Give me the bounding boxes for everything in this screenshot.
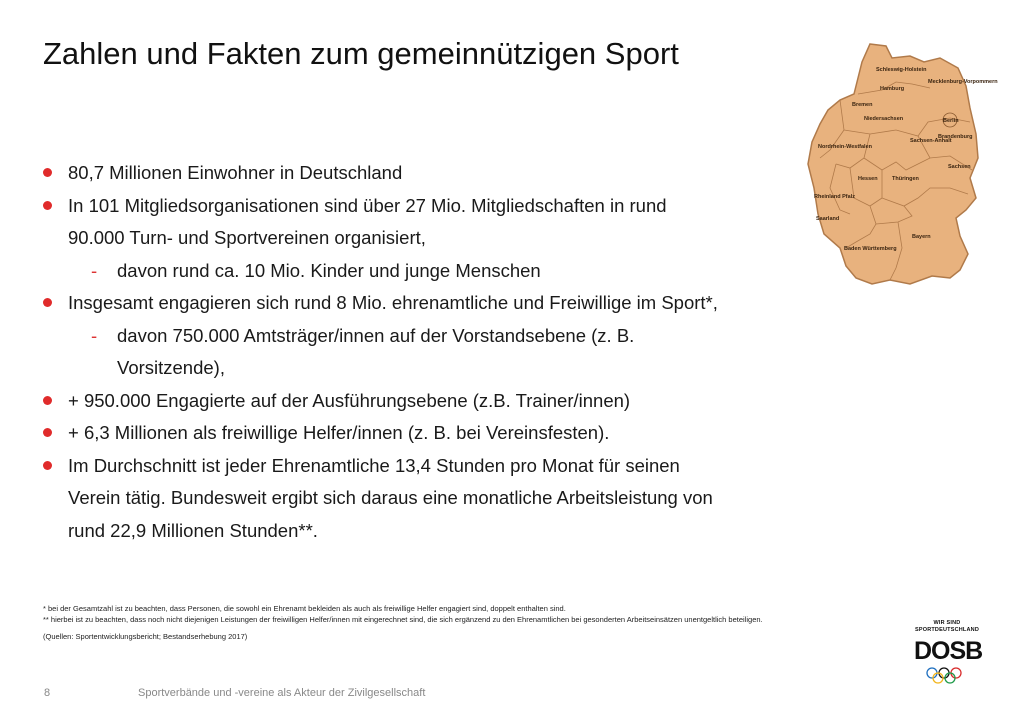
- logo-tagline-1: WIR SIND: [933, 620, 961, 626]
- bullet-dot-icon: [43, 461, 52, 470]
- label-hessen: Hessen: [858, 176, 878, 182]
- sub-bullet-item: [40, 255, 860, 288]
- label-sachsen: Sachsen: [948, 164, 971, 170]
- bullet-text-line: 80,7 Millionen Einwohner in Deutschland: [68, 162, 403, 183]
- label-schleswig-holstein: Schleswig-Holstein: [876, 67, 927, 73]
- logo-tagline-2: SPORTDEUTSCHLAND: [914, 626, 979, 633]
- sub-bullet-item: [40, 320, 860, 385]
- label-niedersachsen: Niedersachsen: [864, 116, 904, 122]
- footer-text: Sportverbände und -vereine als Akteur der Zivilgesellschaft: [138, 687, 426, 699]
- bullet-text-line: davon rund ca. 10 Mio. Kinder und junge Menschen: [117, 259, 541, 281]
- label-rheinland-pfalz: Rheinland Pfalz: [814, 194, 855, 200]
- bullet-text-line: Verein tätig. Bundesweit ergibt sich daraus eine monatliche Arbeitsleistung von: [68, 487, 713, 508]
- slide-title: Zahlen und Fakten zum gemeinnützigen Sport: [43, 36, 679, 71]
- bullet-dot-icon: [43, 201, 52, 210]
- bullet-dot-icon: [43, 396, 52, 405]
- logo-wordmark: DOSB: [914, 637, 983, 665]
- bullet-item: [40, 190, 860, 255]
- footnotes: [43, 604, 843, 643]
- bullet-text-line: Insgesamt engagieren sich rund 8 Mio. ehrenamtliche und Freiwillige im Sport*,: [68, 292, 718, 313]
- label-nordrhein-westfalen: Nordrhein-Westfalen: [818, 144, 872, 150]
- bullet-item: [40, 287, 860, 320]
- bullet-list: [40, 157, 860, 547]
- bullet-dot-icon: [43, 168, 52, 177]
- label-baden-wuerttemberg: Baden Württemberg: [844, 246, 897, 252]
- label-berlin: Berlin: [943, 118, 959, 124]
- label-bayern: Bayern: [912, 234, 931, 240]
- bullet-text-line: + 950.000 Engagierte auf der Ausführungsebene (z.B. Trainer/innen): [68, 389, 631, 411]
- dash-marker: -: [91, 324, 98, 346]
- bullet-text-line: Im Durchschnitt ist jeder Ehrenamtliche 13,4 Stunden pro Monat für seinen: [68, 454, 680, 476]
- bullet-item: [40, 450, 860, 548]
- label-saarland: Saarland: [816, 216, 840, 222]
- label-sachsen-anhalt: Sachsen-Anhalt: [910, 138, 952, 144]
- sources-note: (Quellen: Sportentwicklungsbericht; Bestandserhebung 2017): [43, 632, 248, 641]
- footnote-1: * bei der Gesamtzahl ist zu beachten, dass Personen, die sowohl ein Ehrenamt bekleiden als auch als freiwillige Helfer engagiert sind, doppelt enthalten sind.: [43, 604, 566, 613]
- label-bremen: Bremen: [852, 102, 873, 108]
- bullet-text-line: + 6,3 Millionen als freiwillige Helfer/innen (z. B. bei Vereinsfesten).: [68, 422, 610, 443]
- olympic-rings-icon: [924, 666, 970, 686]
- bullet-text-line: 90.000 Turn- und Sportvereinen organisiert,: [68, 227, 426, 248]
- page-number: 8: [44, 687, 51, 699]
- footnote-2: ** hierbei ist zu beachten, dass noch nicht diejenigen Leistungen der freiwilligen Helfer/innen mit eingerechnet sind, die sich ergänzend zu den Ehrenamtlichen bei gesonderten Arbeitseinsätzen unentgeltlich beteiligen.: [43, 614, 763, 624]
- bullet-dot-icon: [43, 428, 52, 437]
- label-thueringen: Thüringen: [892, 176, 919, 182]
- bullet-text-line: rund 22,9 Millionen Stunden**.: [68, 519, 318, 541]
- label-brandenburg: Brandenburg: [938, 134, 973, 140]
- bullet-text-line: davon 750.000 Amtsträger/innen auf der Vorstandsebene (z. B.: [117, 324, 635, 346]
- bullet-item: [40, 385, 860, 418]
- label-mecklenburg-vorpommern: Mecklenburg-Vorpommern: [928, 79, 998, 85]
- bullet-text-line: Vorsitzende),: [117, 357, 225, 378]
- bullet-item: [40, 417, 860, 450]
- dosb-logo: [914, 620, 983, 700]
- label-hamburg: Hamburg: [880, 86, 905, 92]
- dash-marker: -: [91, 259, 98, 281]
- bullet-dot-icon: [43, 298, 52, 307]
- bullet-item: [40, 157, 860, 190]
- bullet-text-line: In 101 Mitgliedsorganisationen sind über 27 Mio. Mitgliedschaften in rund: [68, 194, 667, 216]
